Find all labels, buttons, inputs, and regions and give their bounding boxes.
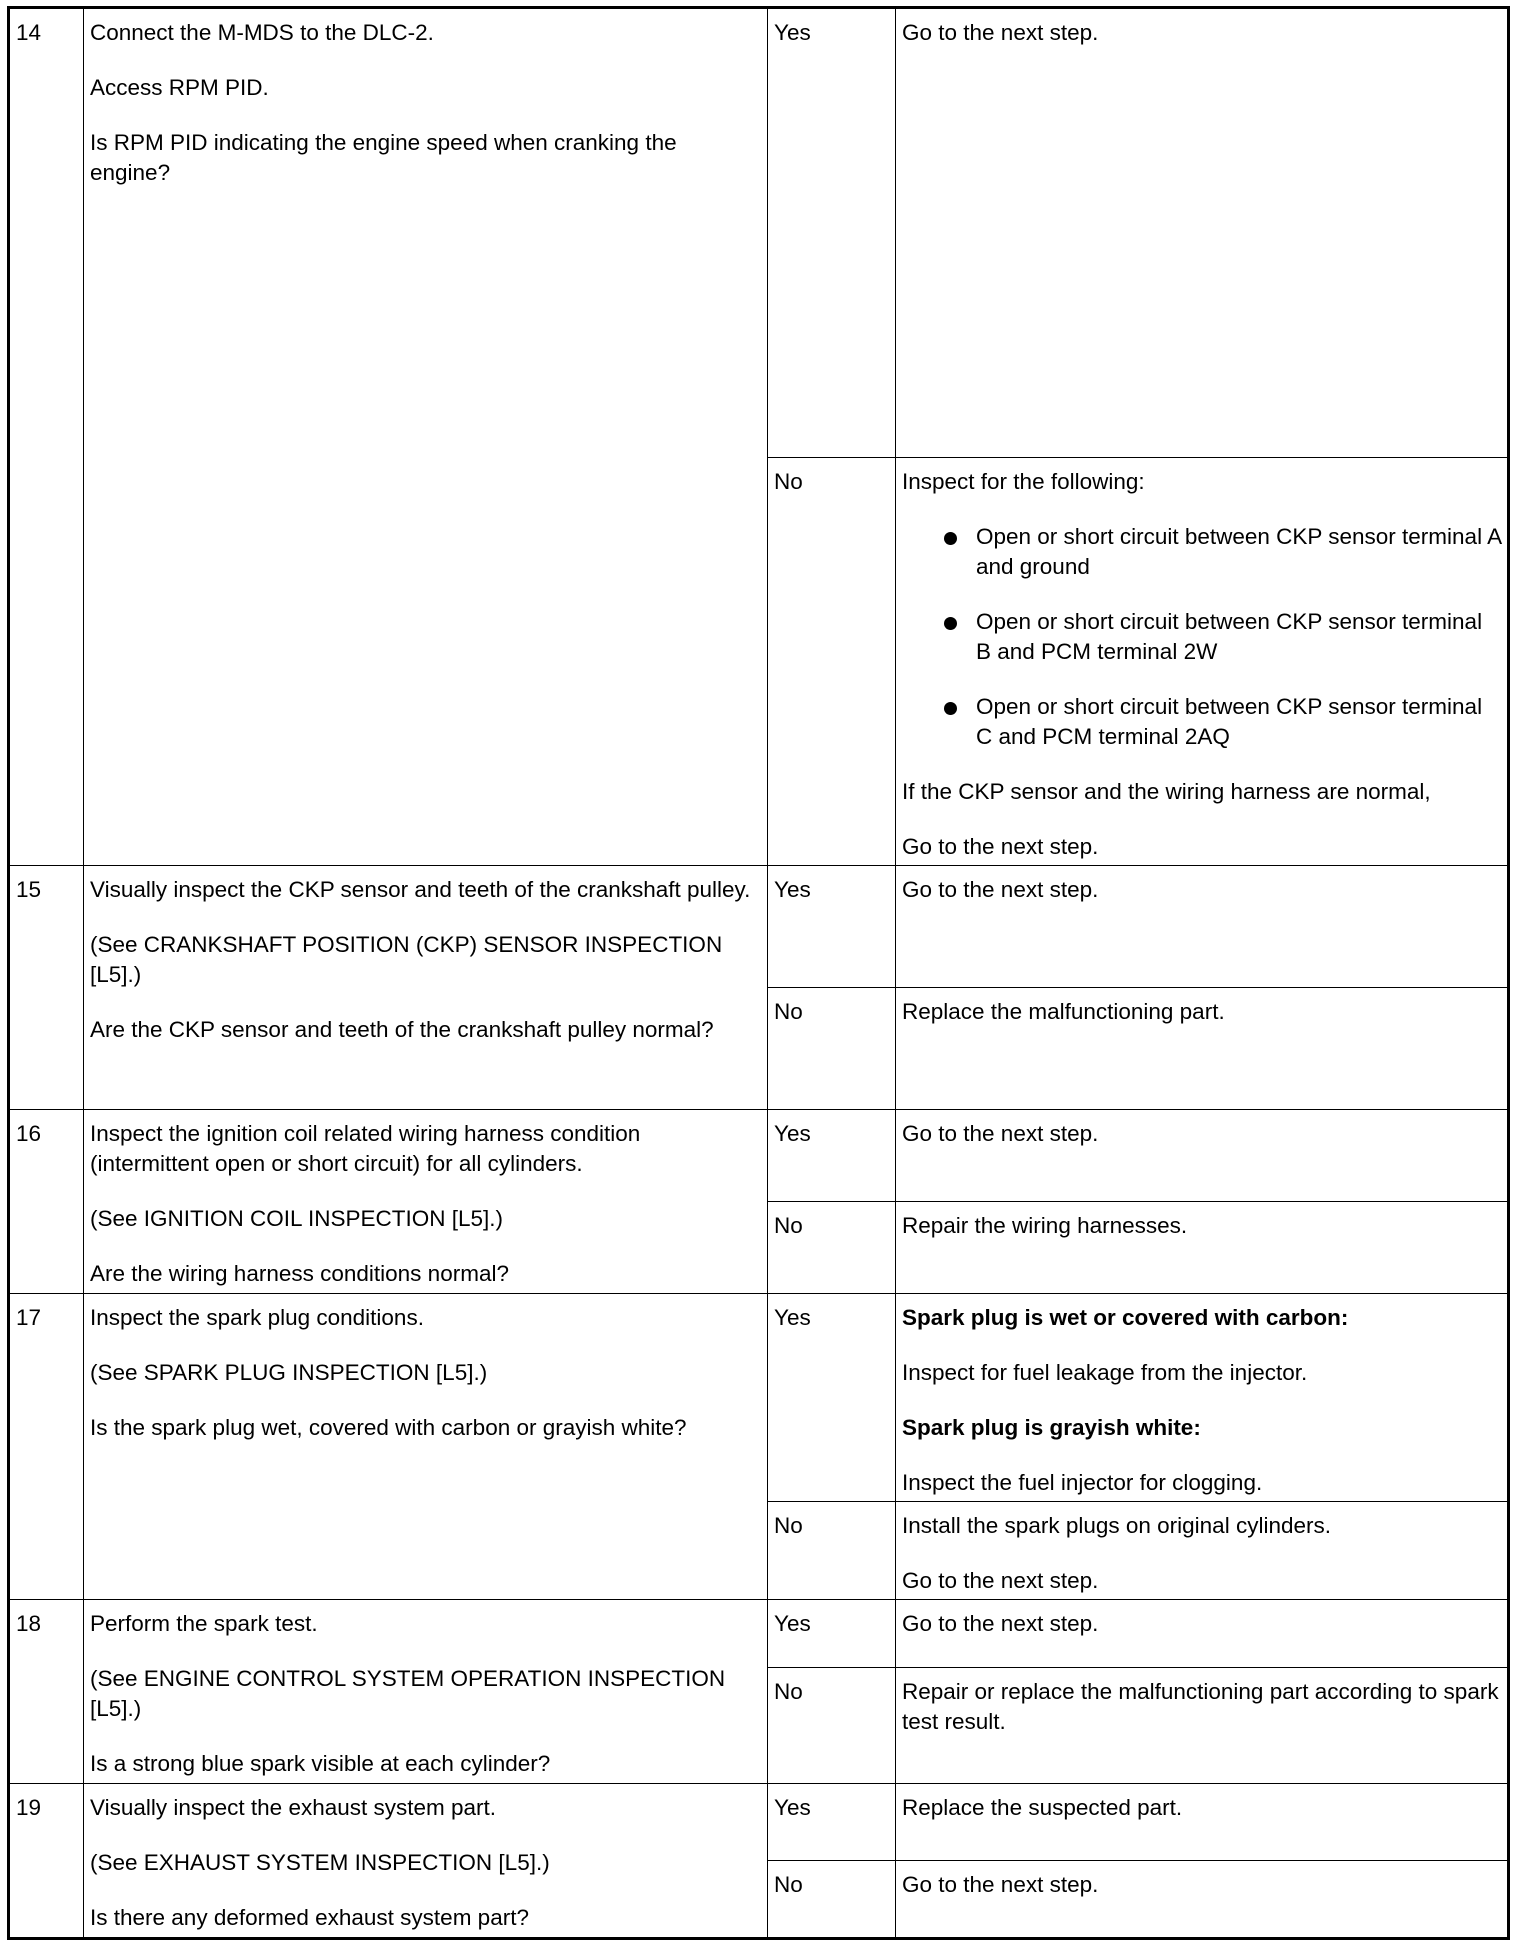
step-action [84,866,768,1110]
action-text: Is there any deformed exhaust system part? [90,1905,529,1930]
diagnostic-procedure-table [7,6,1510,1940]
no-action [896,988,1509,1110]
bullet-icon [944,532,957,545]
table-row [9,1294,1509,1502]
yes-text: Go to the next step. [902,1121,1099,1146]
yes-action [896,1110,1509,1202]
no-action [896,1502,1509,1600]
no-action [896,1861,1509,1939]
step-action [84,1784,768,1939]
action-text: Inspect the ignition coil related wiring harness condition (intermittent open or short circuit) for all cylinders. [90,1121,641,1176]
result-yes-label: Yes [768,1294,896,1502]
result-yes-label: Yes [768,866,896,988]
table-row [9,1600,1509,1668]
result-no-label: No [768,1202,896,1294]
step-number: 16 [9,1110,84,1294]
yes-text: Inspect for fuel leakage from the injector. [902,1360,1308,1385]
step-number: 15 [9,866,84,1110]
no-text: Repair or replace the malfunctioning part according to spark test result. [902,1679,1499,1734]
no-text: Go to the next step. [902,1872,1099,1897]
result-no-label: No [768,1861,896,1939]
result-no-label: No [768,988,896,1110]
no-text: Repair the wiring harnesses. [902,1213,1188,1238]
no-text: If the CKP sensor and the wiring harness are normal, [902,779,1431,804]
table-row [9,1110,1509,1202]
step-action [84,1110,768,1294]
step-number: 17 [9,1294,84,1600]
no-text: Install the spark plugs on original cylinders. [902,1513,1331,1538]
action-text: Is RPM PID indicating the engine speed when cranking the engine? [90,130,677,185]
result-no-label: No [768,458,896,866]
table-row [9,866,1509,988]
result-yes-label: Yes [768,1784,896,1861]
action-text: Is a strong blue spark visible at each cylinder? [90,1751,551,1776]
no-action [896,458,1509,866]
list-item: Open or short circuit between CKP sensor terminal C and PCM terminal 2AQ [976,692,1501,752]
yes-action [896,1294,1509,1502]
yes-text: Go to the next step. [902,877,1099,902]
yes-action [896,1784,1509,1861]
inspection-list [902,522,1501,752]
list-item: Open or short circuit between CKP sensor terminal A and ground [976,522,1501,582]
no-text: Go to the next step. [902,834,1099,859]
action-text: Visually inspect the exhaust system part. [90,1795,497,1820]
yes-heading: Spark plug is wet or covered with carbon: [902,1305,1349,1330]
action-text: Is the spark plug wet, covered with carbon or grayish white? [90,1415,687,1440]
yes-action [896,1600,1509,1668]
step-action [84,1600,768,1784]
action-text: Are the wiring harness conditions normal? [90,1261,509,1286]
no-text: Replace the malfunctioning part. [902,999,1225,1024]
no-intro-text: Inspect for the following: [902,469,1145,494]
action-text: (See IGNITION COIL INSPECTION [L5].) [90,1206,503,1231]
result-yes-label: Yes [768,1110,896,1202]
bullet-icon [944,617,957,630]
step-number: 14 [9,8,84,866]
yes-text: Replace the suspected part. [902,1795,1183,1820]
table-row [9,8,1509,458]
action-text: Inspect the spark plug conditions. [90,1305,424,1330]
no-action [896,1668,1509,1784]
yes-action [896,866,1509,988]
action-text: Visually inspect the CKP sensor and teeth of the crankshaft pulley. [90,877,751,902]
action-text: (See SPARK PLUG INSPECTION [L5].) [90,1360,488,1385]
yes-action [896,8,1509,458]
yes-heading: Spark plug is grayish white: [902,1415,1201,1440]
step-number: 19 [9,1784,84,1939]
yes-text: Inspect the fuel injector for clogging. [902,1470,1263,1495]
action-text: (See CRANKSHAFT POSITION (CKP) SENSOR INSPECTION [L5].) [90,932,723,987]
result-no-label: No [768,1502,896,1600]
action-text: (See ENGINE CONTROL SYSTEM OPERATION INSPECTION [L5].) [90,1666,726,1721]
list-item: Open or short circuit between CKP sensor terminal B and PCM terminal 2W [976,607,1501,667]
result-yes-label: Yes [768,8,896,458]
no-action [896,1202,1509,1294]
table-row [9,1784,1509,1861]
action-text: Are the CKP sensor and teeth of the crankshaft pulley normal? [90,1017,714,1042]
yes-text: Go to the next step. [902,20,1099,45]
result-no-label: No [768,1668,896,1784]
action-text: Connect the M-MDS to the DLC-2. [90,20,434,45]
step-action [84,1294,768,1600]
step-number: 18 [9,1600,84,1784]
no-text: Go to the next step. [902,1568,1099,1593]
bullet-icon [944,702,957,715]
yes-text: Go to the next step. [902,1611,1099,1636]
action-text: Access RPM PID. [90,75,269,100]
step-action [84,8,768,866]
action-text: (See EXHAUST SYSTEM INSPECTION [L5].) [90,1850,550,1875]
result-yes-label: Yes [768,1600,896,1668]
action-text: Perform the spark test. [90,1611,318,1636]
